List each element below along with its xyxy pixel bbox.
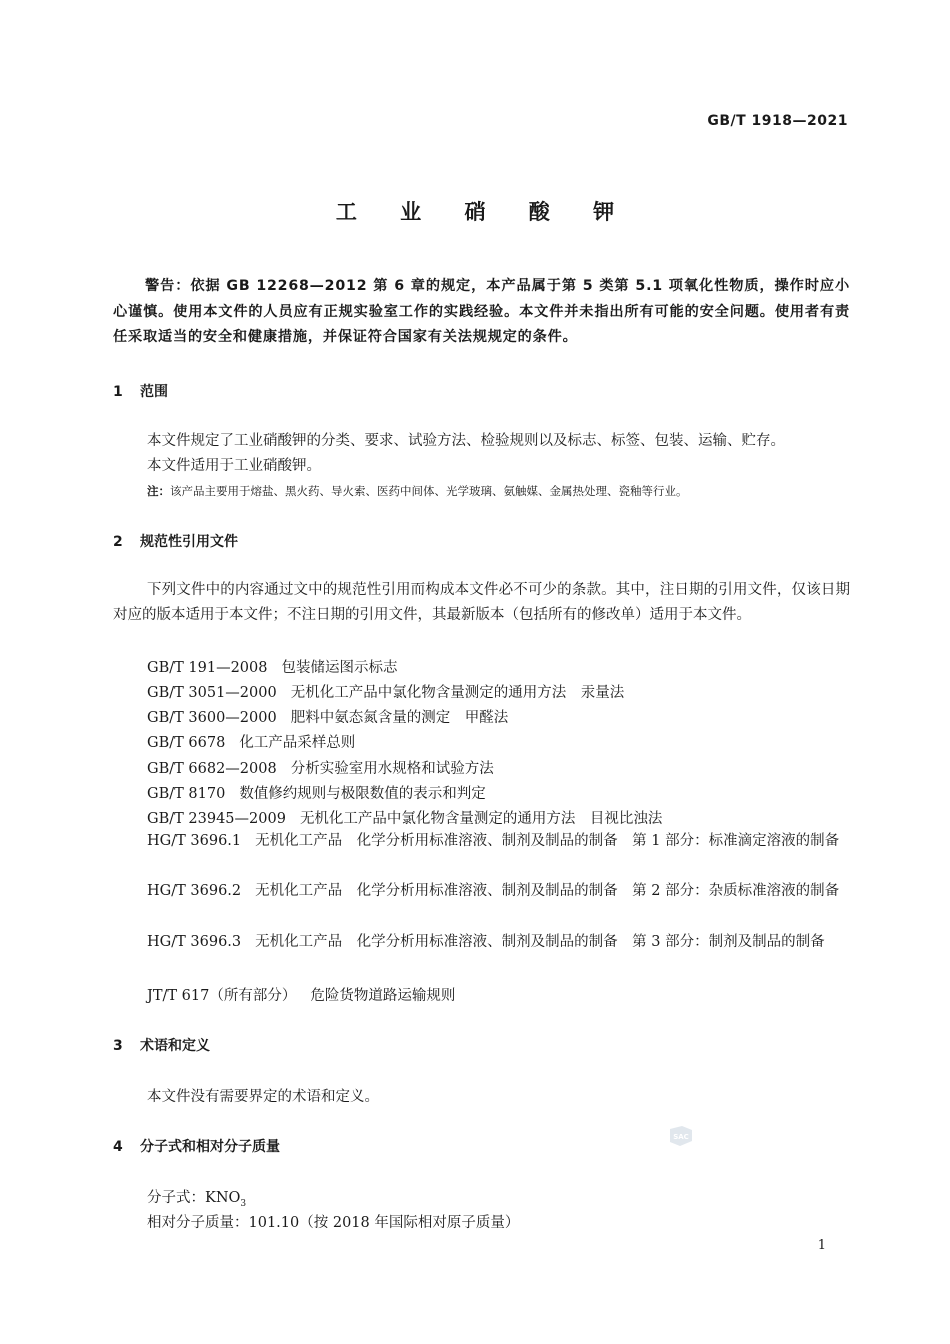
safety-warning: 警告：依据 GB 12268—2012 第 6 章的规定，本产品属于第 5 类第 5.1 项氧化性物质，操作时应小心谨慎。使用本文件的人员应有正规实验室工作的实践经验。本文件并未指出所有可能的安全问题。使用者有责任采取适当的安全和健康措施，并保证符合国家有关法规规定的条件。 <box>113 278 850 345</box>
reference-title: 无机化工产品中氯化物含量测定的通用方法 汞量法 <box>290 685 625 701</box>
reference-item <box>147 807 662 828</box>
reference-code: GB/T 6678 <box>147 735 226 751</box>
reference-item <box>113 930 850 955</box>
section-1-heading <box>113 381 168 401</box>
scope-line-2: 本文件适用于工业硝酸钾。 <box>147 458 321 474</box>
reference-title: 无机化工产品中氯化物含量测定的通用方法 目视比浊法 <box>299 811 663 827</box>
section-4-heading <box>113 1136 280 1156</box>
section-title: 分子式和相对分子质量 <box>140 1139 280 1155</box>
references-intro: 下列文件中的内容通过文中的规范性引用而构成本文件必不可少的条款。其中，注日期的引用文件，仅该日期对应的版本适用于本文件；不注日期的引用文件，其最新版本（包括所有的修改单）适用于本文件。 <box>113 582 850 624</box>
scope-line-1: 本文件规定了工业硝酸钾的分类、要求、试验方法、检验规则以及标志、标签、包装、运输、贮存。 <box>147 433 785 449</box>
reference-title: 无机化工产品 化学分析用标准溶液、制剂及制品的制备 第 3 部分：制剂及制品的制备 <box>255 934 825 950</box>
reference-code: JT/T 617（所有部分） <box>147 988 297 1004</box>
section-2-heading <box>113 531 238 551</box>
svg-text:SAC: SAC <box>673 1133 689 1141</box>
document-title: 工 业 硝 酸 钾 <box>335 200 633 224</box>
reference-title: 无机化工产品 化学分析用标准溶液、制剂及制品的制备 第 1 部分：标准滴定溶液的制备 <box>255 833 840 849</box>
section-number: 2 <box>113 534 123 550</box>
note-text: 该产品主要用于熔盐、黑火药、导火索、医药中间体、光学玻璃、氨触媒、金属热处理、瓷釉等行业。 <box>170 484 688 498</box>
reference-code: GB/T 3051—2000 <box>147 685 277 701</box>
reference-item <box>147 731 355 752</box>
reference-item <box>147 782 486 803</box>
reference-title: 数值修约规则与极限数值的表示和判定 <box>239 786 486 802</box>
scope-note <box>147 483 688 499</box>
section-title: 规范性引用文件 <box>140 534 238 550</box>
reference-code: HG/T 3696.1 <box>147 833 242 849</box>
section-number: 4 <box>113 1139 123 1155</box>
reference-item <box>147 706 508 727</box>
reference-code: GB/T 3600—2000 <box>147 710 277 726</box>
note-label: 注： <box>147 484 170 498</box>
reference-title: 无机化工产品 化学分析用标准溶液、制剂及制品的制备 第 2 部分：杂质标准溶液的制备 <box>255 883 840 899</box>
reference-item <box>113 829 850 854</box>
reference-title: 化工产品采样总则 <box>239 735 356 751</box>
reference-code: HG/T 3696.2 <box>147 883 242 899</box>
reference-code: GB/T 191—2008 <box>147 660 268 676</box>
reference-item <box>147 681 624 702</box>
formula-subscript: 3 <box>240 1198 247 1209</box>
reference-code: HG/T 3696.3 <box>147 934 242 950</box>
reference-item <box>147 984 455 1005</box>
formula-label: 分子式：KNO <box>147 1190 241 1206</box>
section-title: 术语和定义 <box>140 1038 210 1054</box>
reference-item <box>147 656 397 677</box>
standard-code: GB/T 1918—2021 <box>707 113 848 129</box>
sac-watermark-icon <box>668 1125 694 1147</box>
reference-code: GB/T 8170 <box>147 786 226 802</box>
terms-text: 本文件没有需要界定的术语和定义。 <box>147 1089 379 1105</box>
section-3-heading <box>113 1035 210 1055</box>
reference-item <box>147 757 494 778</box>
reference-code: GB/T 23945—2009 <box>147 811 286 827</box>
molecular-formula <box>147 1186 246 1209</box>
section-title: 范围 <box>140 384 168 400</box>
reference-code: GB/T 6682—2008 <box>147 761 277 777</box>
reference-title: 肥料中氨态氮含量的测定 甲醛法 <box>290 710 509 726</box>
section-number: 3 <box>113 1038 123 1054</box>
reference-title: 分析实验室用水规格和试验方法 <box>290 761 494 777</box>
section-number: 1 <box>113 384 123 400</box>
reference-title: 危险货物道路运输规则 <box>310 988 456 1004</box>
molecular-mass: 相对分子质量：101.10（按 2018 年国际相对原子质量） <box>147 1215 520 1231</box>
reference-title: 包装储运图示标志 <box>281 660 398 676</box>
reference-item <box>113 879 850 904</box>
page-number: 1 <box>817 1238 826 1253</box>
